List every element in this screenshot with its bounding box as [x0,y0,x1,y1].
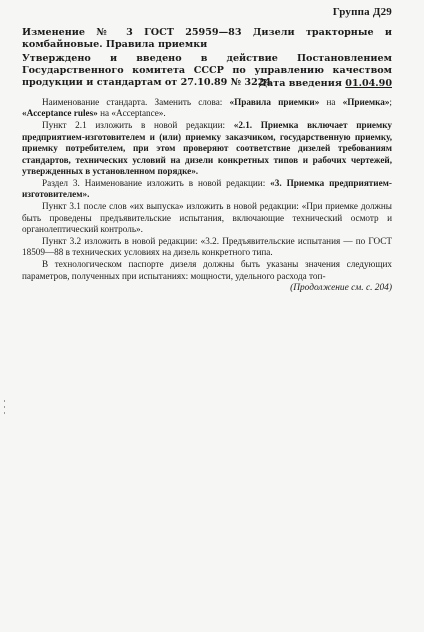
p3-intro: Раздел 3. Наименование изложить в новой редакции: [42,177,271,188]
margin-mark [4,400,5,402]
margin-mark [4,406,5,408]
date-value: 01.04.90 [345,78,392,89]
p1-sep: ; [389,97,392,107]
paragraph-2 [22,120,392,177]
date-label: Дата введения [258,78,342,89]
p3-text: «3. Приемка предприятием-изготовителем». [22,177,392,200]
group-code: Группа Д29 [332,6,392,18]
margin-mark [4,412,5,414]
effective-date [259,78,393,89]
p2-intro: Пункт 2.1 изложить в новой редакции: [42,120,234,131]
paragraph-6: В технологическом паспорте дизеля должны быть указаны значения следующих параметров, полученных при испытаниях: мощности, удельного расхода топ- [22,259,392,281]
p1-new-term: «Приемка» [342,97,390,107]
p1-old-term: «Правила приемки» [229,97,320,107]
continuation-note: (Продолжение см. с. 204) [290,283,392,293]
paragraph-4: Пункт 3.1 после слов «их выпуска» изложить в новой редакции: «При приемке должны быть проведены предъявительские испытания, включающие технический осмотр и органолептический контроль». [22,201,392,234]
p1-text: Наименование стандарта. Заменить слова: [42,97,230,107]
paragraph-5: Пункт 3.2 изложить в новой редакции: «3.2. Предъявительские испытания — по ГОСТ 18509—88 в технических условиях на дизель конкретного типа. [22,235,392,258]
p1-text-2: на [319,97,343,107]
approval-statement: Утверждено и введено в действие Постановлением Государственного комитета СССР по управлению качеством продукции и стандартам от 27.10.89 № 3224 [22,53,392,89]
paragraph-1 [22,97,392,120]
paragraph-3 [22,178,392,201]
document-body [22,97,392,282]
document-title: Изменение № 3 ГОСТ 25959—83 Дизели тракторные и комбайновые. Правила приемки [22,27,392,50]
p1-new-term-en: на «Acceptance». [97,108,166,119]
p1-old-term-en: «Acceptance rules» [22,108,98,119]
p2-text: «2.1. Приемка включает приемку предприятием-изготовителем и (или) приемку заказчиком, государственную приемку, приемку потребителем, при этом проверяют соответствие дизелей требованиям стандартов, технических условий на дизели конкретных типов и рабочих чертежей, утвержденных в установленном порядке». [22,120,392,176]
